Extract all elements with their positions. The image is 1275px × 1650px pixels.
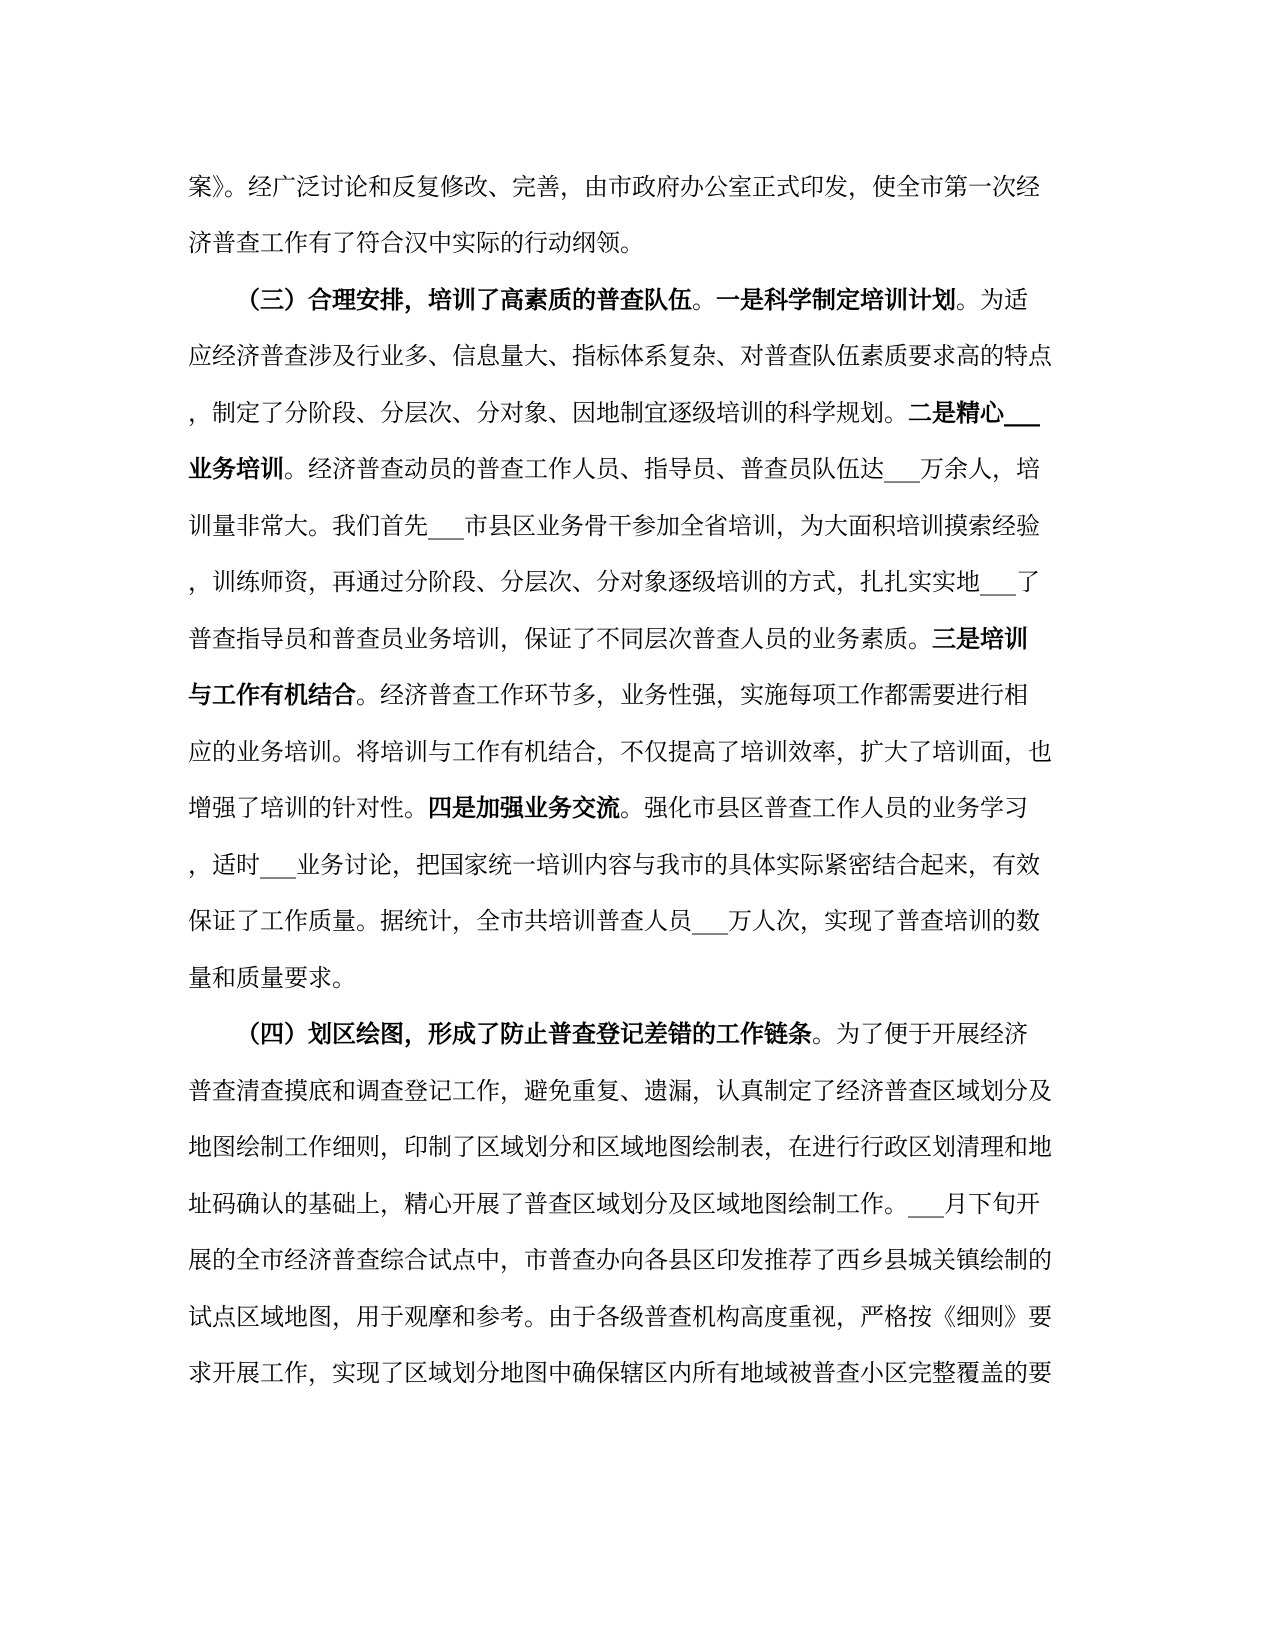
- text-segment: 普查指导员和普查员业务培训，保证了不同层次普查人员的业务素质。: [188, 625, 932, 653]
- text-line: [188, 732, 1088, 772]
- text-line: [188, 393, 1088, 433]
- bold-phrase: 三是培训: [932, 625, 1028, 653]
- text-line: [188, 958, 1088, 998]
- text-segment: 求开展工作，实现了区域划分地图中确保辖区内所有地域被普查小区完整覆盖的要: [188, 1359, 1052, 1387]
- text-line: [188, 788, 1088, 828]
- bold-phrase: 四是加强业务交流: [428, 794, 620, 822]
- text-segment: 。强化市县区普查工作人员的业务学习: [620, 794, 1028, 822]
- bold-phrase: 与工作有机结合: [188, 681, 356, 709]
- text-segment: 量和质量要求。: [188, 964, 356, 992]
- text-segment: 应经济普查涉及行业多、信息量大、指标体系复杂、对普查队伍素质要求高的特点: [188, 342, 1052, 370]
- bold-phrase: 业务培训: [188, 455, 284, 483]
- text-line: [188, 619, 1088, 659]
- text-segment: 。经济普查工作环节多，业务性强，实施每项工作都需要进行相: [356, 681, 1028, 709]
- text-line: [188, 675, 1088, 715]
- text-line: [188, 1071, 1088, 1111]
- text-line: [188, 1353, 1088, 1393]
- text-line: [188, 1297, 1088, 1337]
- section-heading-line: [236, 280, 1088, 320]
- text-line: [188, 336, 1088, 376]
- text-segment: 普查清查摸底和调查登记工作，避免重复、遗漏，认真制定了经济普查区域划分及: [188, 1077, 1052, 1105]
- text-segment: ，适时___业务讨论，把国家统一培训内容与我市的具体实际紧密结合起来，有效: [188, 851, 1040, 879]
- text-segment: 。经济普查动员的普查工作人员、指导员、普查员队伍达___万余人，培: [284, 455, 1040, 483]
- text-line: [188, 845, 1088, 885]
- bold-phrase: 一是科学制定培训计划: [716, 286, 956, 314]
- section-heading: （四）划区绘图，形成了防止普查登记差错的工作链条: [236, 1020, 812, 1048]
- text-segment: 。: [692, 286, 716, 314]
- text-segment: 保证了工作质量。据统计，全市共培训普查人员___万人次，实现了普查培训的数: [188, 907, 1040, 935]
- text-segment: 试点区域地图，用于观摩和参考。由于各级普查机构高度重视，严格按《细则》要: [188, 1303, 1052, 1331]
- text-segment: 址码确认的基础上，精心开展了普查区域划分及区域地图绘制工作。___月下旬开: [188, 1190, 1040, 1218]
- text-segment: 展的全市经济普查综合试点中，市普查办向各县区印发推荐了西乡县城关镇绘制的: [188, 1246, 1052, 1274]
- text-line: [188, 449, 1088, 489]
- text-segment: 训量非常大。我们首先___市县区业务骨干参加全省培训，为大面积培训摸索经验: [188, 512, 1040, 540]
- bold-phrase: 二是精心___: [908, 399, 1040, 427]
- text-line: [188, 901, 1088, 941]
- text-line: [188, 1240, 1088, 1280]
- text-line: [188, 506, 1088, 546]
- section-heading-line: [236, 1014, 1088, 1054]
- text-segment: 应的业务培训。将培训与工作有机结合，不仅提高了培训效率，扩大了培训面，也: [188, 738, 1052, 766]
- text-segment: 济普查工作有了符合汉中实际的行动纲领。: [188, 229, 644, 257]
- text-line: [188, 562, 1088, 602]
- text-segment: 。为适: [956, 286, 1028, 314]
- text-segment: ，训练师资，再通过分阶段、分层次、分对象逐级培训的方式，扎扎实实地___了: [188, 568, 1040, 596]
- section-heading: （三）合理安排，培训了高素质的普查队伍: [236, 286, 692, 314]
- text-segment: ，制定了分阶段、分层次、分对象、因地制宜逐级培训的科学规划。: [188, 399, 908, 427]
- text-segment: 案》。经广泛讨论和反复修改、完善，由市政府办公室正式印发，使全市第一次经: [188, 173, 1040, 201]
- text-segment: 地图绘制工作细则，印制了区域划分和区域地图绘制表，在进行行政区划清理和地: [188, 1133, 1052, 1161]
- text-line: [188, 223, 1088, 263]
- text-line: [188, 167, 1088, 207]
- text-line: [188, 1184, 1088, 1224]
- text-segment: 增强了培训的针对性。: [188, 794, 428, 822]
- text-line: [188, 1127, 1088, 1167]
- text-segment: 。为了便于开展经济: [812, 1020, 1028, 1048]
